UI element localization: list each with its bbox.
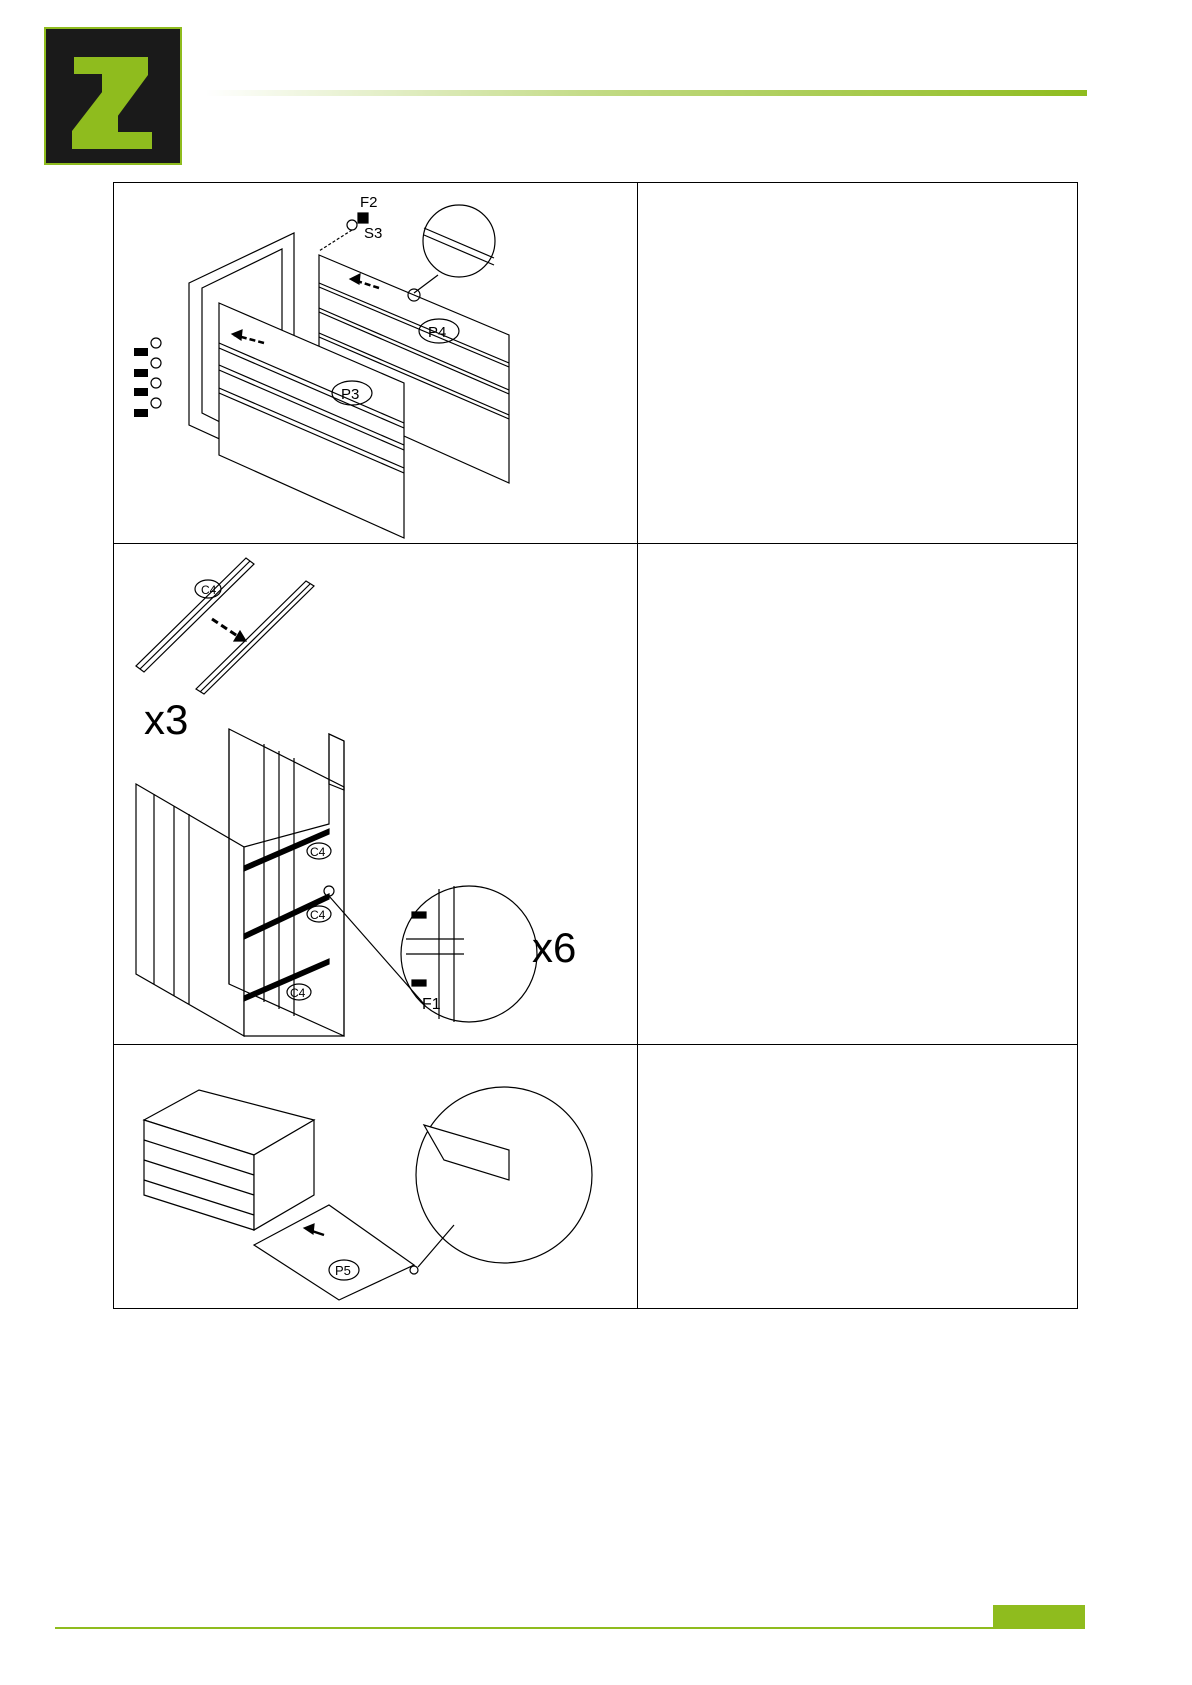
label-bottom-panel-p5: P5 (335, 1263, 351, 1278)
label-bar-bottom-c4: C4 (290, 986, 306, 1000)
step-row-3 (114, 1045, 1077, 1308)
label-front-panel-p3: P3 (341, 386, 360, 403)
step-1-description (638, 183, 1077, 543)
label-bar-count: x3 (144, 696, 189, 743)
label-screw-count: x6 (532, 924, 577, 971)
step-2-illustration (114, 544, 638, 1044)
header-accent-line (205, 90, 1087, 96)
step-row-2 (114, 544, 1077, 1045)
label-bar-mid-c4: C4 (310, 908, 326, 922)
step-row-1 (114, 183, 1077, 544)
step-1-illustration (114, 183, 638, 543)
label-bar-c4: C4 (201, 583, 217, 597)
label-washer-s3: S3 (364, 225, 383, 242)
step-2-description (638, 544, 1077, 1044)
footer-accent-line (55, 1627, 995, 1629)
label-screw-f1: F1 (422, 996, 441, 1013)
brand-logo (44, 27, 182, 165)
page-number-tab (993, 1605, 1085, 1629)
assembly-steps-table (113, 182, 1078, 1309)
step-3-illustration (114, 1045, 638, 1308)
step-3-description (638, 1045, 1077, 1308)
label-bar-top-c4: C4 (310, 845, 326, 859)
label-screw-f2: F2 (360, 194, 378, 211)
label-back-panel-p4: P4 (428, 324, 447, 341)
